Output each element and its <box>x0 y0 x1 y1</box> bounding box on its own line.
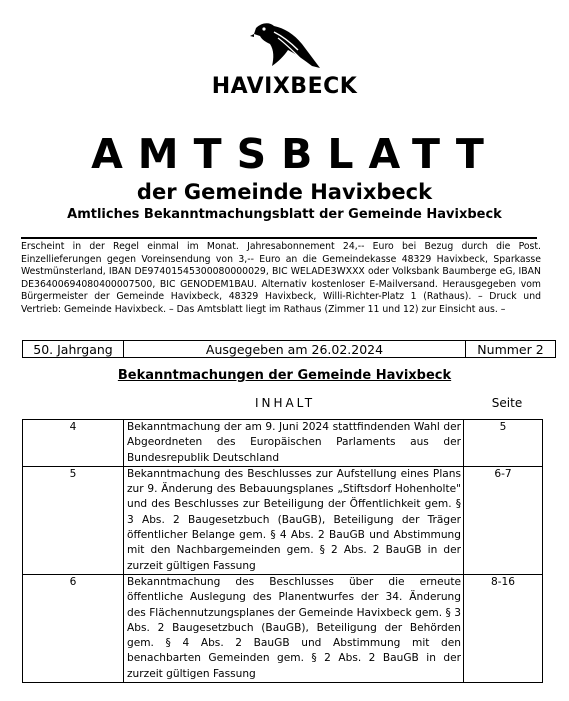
toc-row <box>23 466 543 574</box>
toc-row-page: 5 <box>464 420 543 467</box>
issue-info-bar <box>22 340 556 358</box>
toc-row-text: Bekanntmachung des Beschlusses zur Aufstellung eines Plans zur 9. Änderung des Bebauungsplanes „Stiftsdorf Hohenholte" und des Beschlusses zur Beteiligung der Öffentlichkeit gem. § 3 Abs. 2 Baugesetzbuch (BauGB), Beteiligung der Träger öffentlicher Belange gem. § 4 Abs. 2 BauGB und Abstimmung mit den Nachbargemeinden gem. § 2 Abs. 2 BauGB in der zurzeit gültigen Fassung <box>124 466 464 574</box>
issue-date: Ausgegeben am 26.02.2024 <box>124 341 466 357</box>
toc-heading: Bekanntmachungen der Gemeinde Havixbeck <box>117 368 452 383</box>
publication-subtitle: der Gemeinde Havixbeck <box>136 180 433 204</box>
toc-column-content-header: INHALT <box>254 396 316 410</box>
toc-row-number: 5 <box>23 466 124 574</box>
toc-row-number: 6 <box>23 574 124 682</box>
issue-year: 50. Jahrgang <box>23 341 124 357</box>
toc-row-text: Bekanntmachung der am 9. Juni 2024 stattfindenden Wahl der Abgeordneten des Europäischen Parlaments aus der Bundesrepublik Deutschland <box>124 420 464 467</box>
toc-row <box>23 420 543 467</box>
toc-table <box>22 419 543 683</box>
toc-row-page: 6-7 <box>464 466 543 574</box>
toc-row-page: 8-16 <box>464 574 543 682</box>
issue-number: Nummer 2 <box>477 341 544 357</box>
toc-row <box>23 574 543 682</box>
header-divider <box>21 237 537 239</box>
municipality-logo-text: HAVIXBECK <box>211 74 358 99</box>
toc-column-page-header: Seite <box>491 396 523 410</box>
publication-tagline: Amtliches Bekanntmachungsblatt der Gemeinde Havixbeck <box>67 207 502 222</box>
toc-row-text: Bekanntmachung des Beschlusses über die erneute öffentliche Auslegung des Planentwurfes der 34. Änderung des Flächennutzungsplanes der Gemeinde Havixbeck gem. § 3 Abs. 2 Baugesetzbuch (BauGB), Beteiligung der Behörden gem. § 4 Abs. 2 BauGB und Abstimmung mit den benachbarten Gemeinden gem. § 2 Abs. 2 BauGB in der zurzeit gültigen Fassung <box>124 574 464 682</box>
publication-title: AMTSBLATT <box>91 130 499 178</box>
imprint-text: Erscheint in der Regel einmal im Monat. Jahresabonnement 24,-- Euro bei Bezug durch die Post. Einzellieferungen gegen Voreinsendung von 3,-- Euro an die Gemeindekasse 48329 Havixbeck, Sparkasse Westmünsterland, IBAN DE97401545300080000029, BIC WELADE3WXXX oder Volksbank Baumberge eG, IBAN DE36400694080400007500, BIC GENODEM1BAU. Alternativ kostenloser E-Mailversand. Herausgegeben vom Bürgermeister der Gemeinde Havixbeck, 48329 Havixbeck, Willi-Richter-Platz 1 (Rathaus). – Druck und Vertrieb: Gemeinde Havixbeck. – Das Amtsblatt liegt im Rathaus (Zimmer 11 und 12) zur Einsicht aus. – <box>21 241 541 315</box>
toc-row-number: 4 <box>23 420 124 467</box>
hawk-logo-icon <box>234 20 324 72</box>
